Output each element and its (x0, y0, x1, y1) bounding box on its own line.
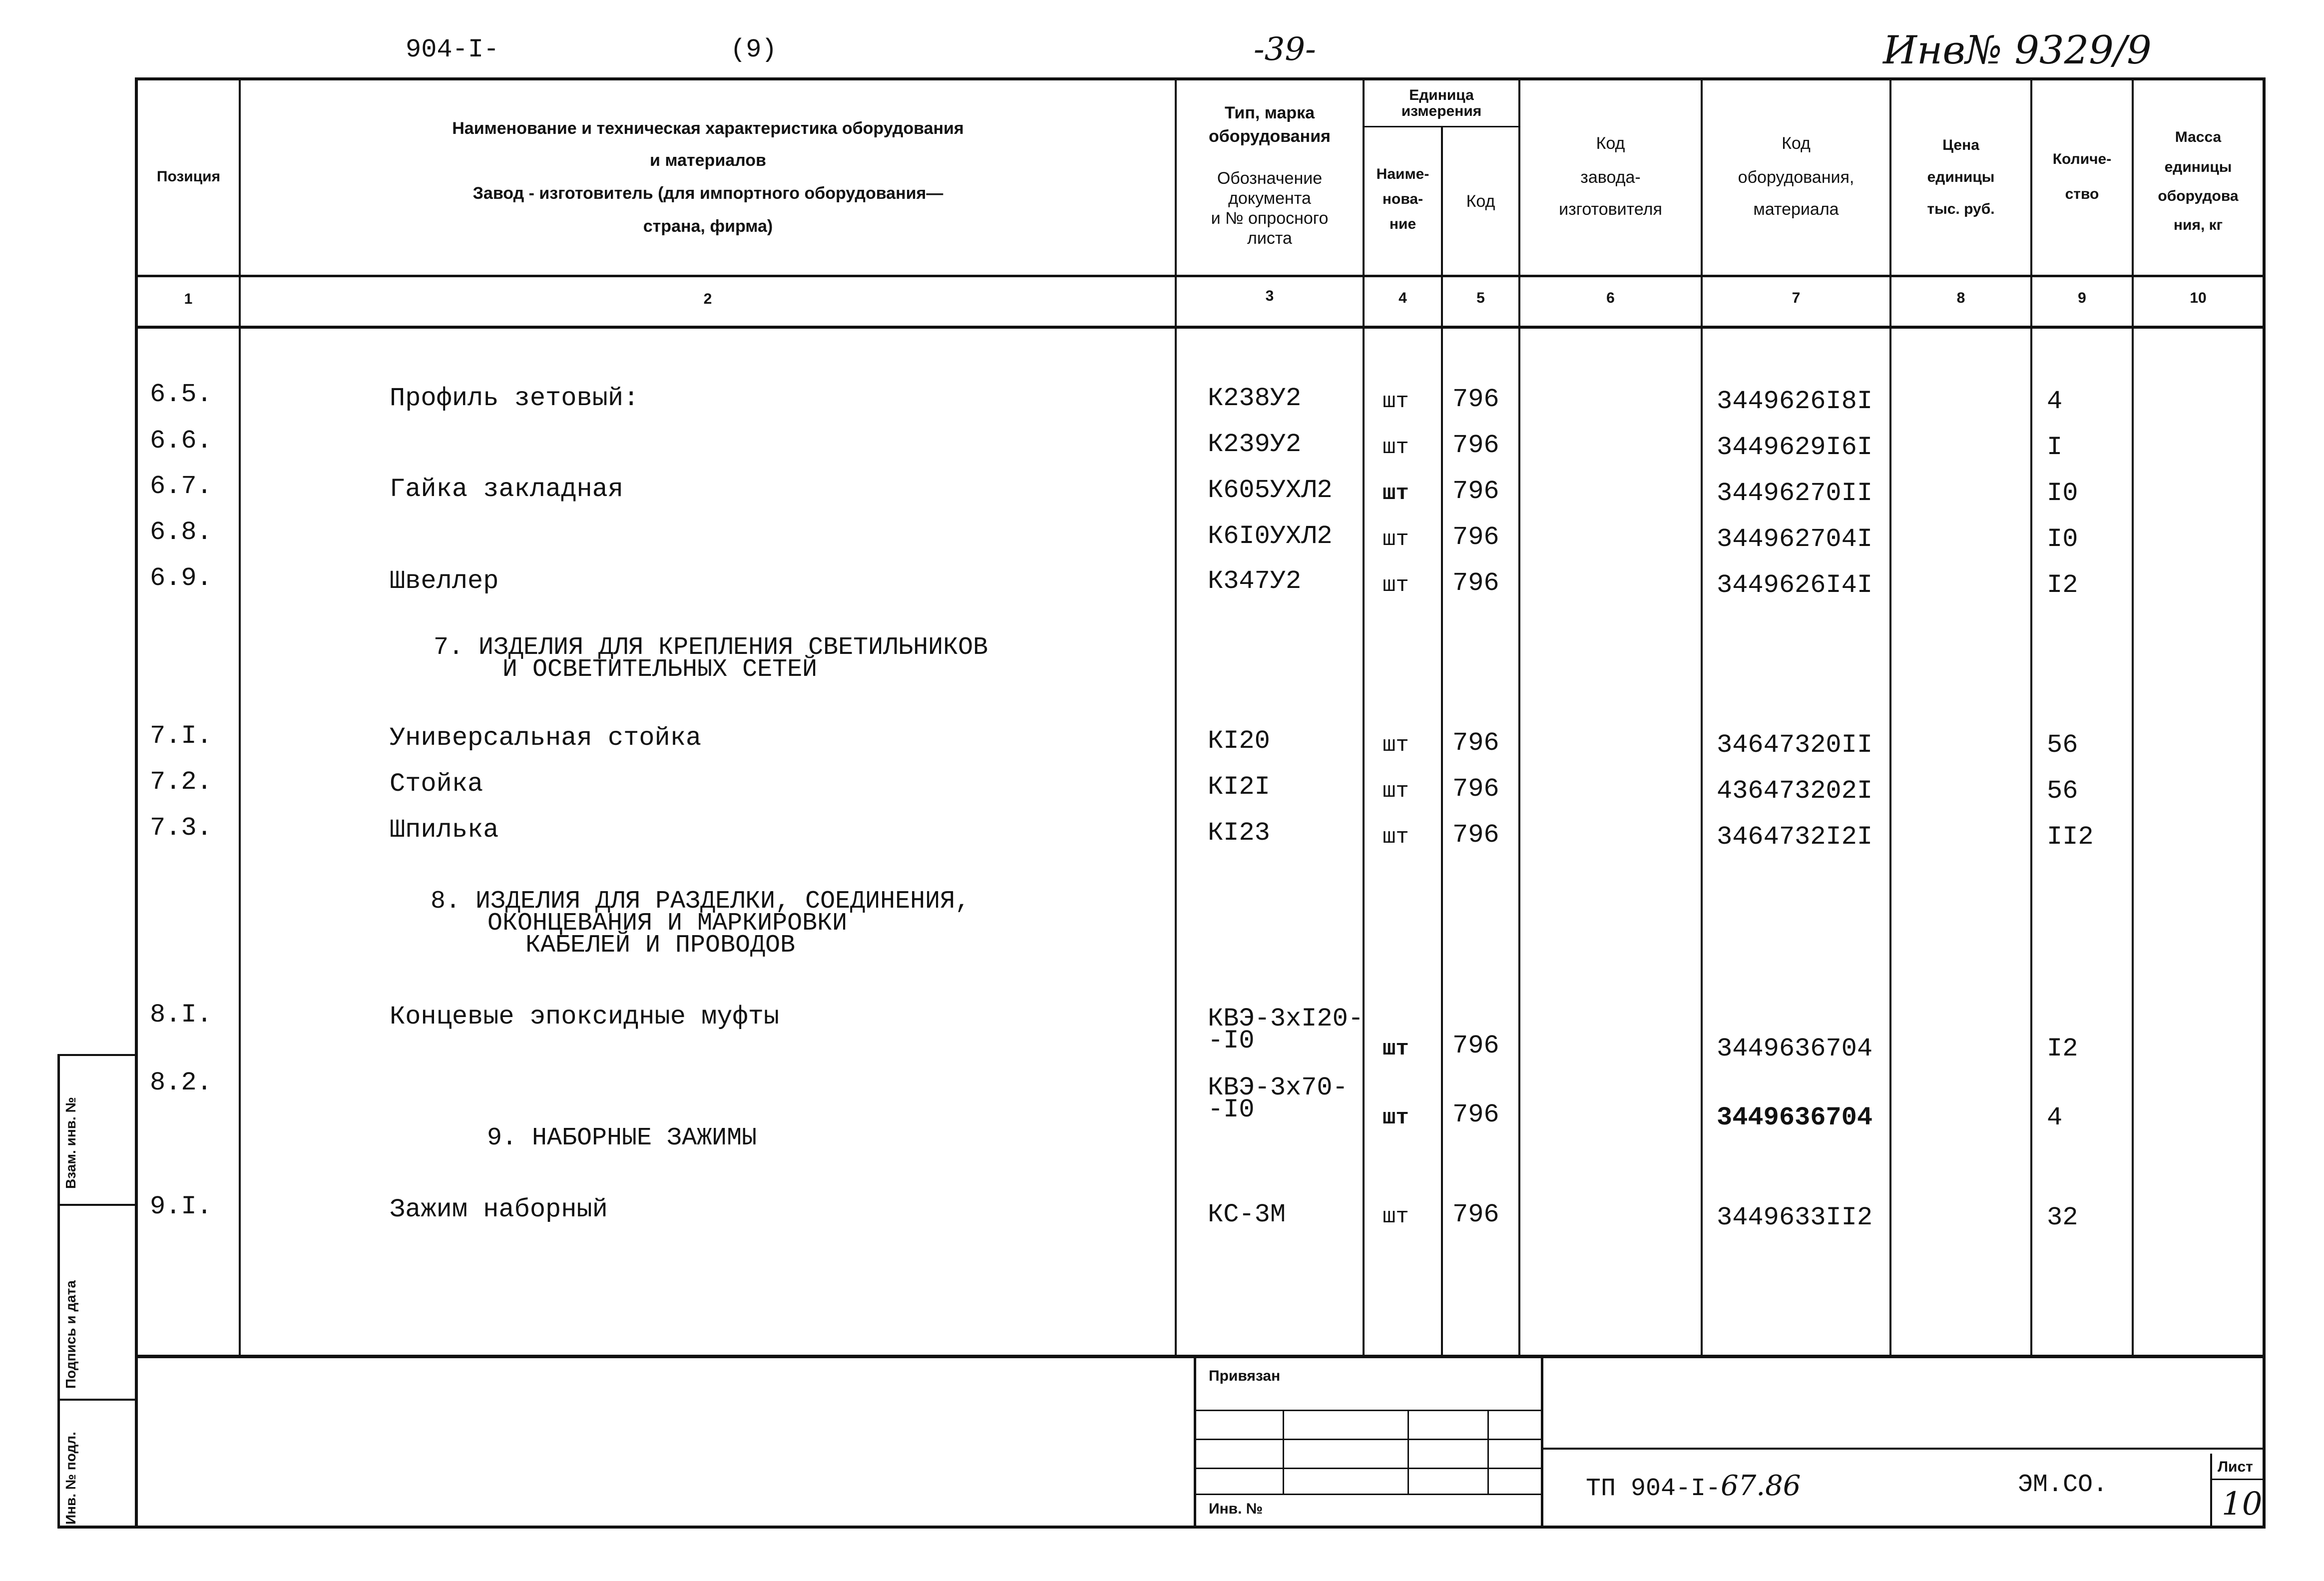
header-type-l6: листа (1247, 229, 1292, 248)
col-div-7 (1889, 77, 1891, 1356)
row-unit-code: 796 (1452, 523, 1499, 552)
row-unit: шт (1383, 779, 1409, 804)
header-mass-l3: оборудова (2158, 188, 2239, 204)
colnum-1: 1 (184, 291, 193, 307)
header-qty-l2: ство (2065, 186, 2099, 202)
row-type-l1: КВЭ-3хI20- (1208, 1004, 1364, 1034)
row-equip-code: 34647320II (1717, 730, 1873, 760)
row-type: КС-3М (1208, 1200, 1286, 1229)
row-qty: 32 (2047, 1203, 2078, 1232)
row-unit-code: 796 (1452, 820, 1499, 850)
row-unit: шт (1383, 733, 1409, 758)
col-div-4 (1441, 127, 1443, 1356)
row-qty: 56 (2047, 776, 2078, 806)
inv-no-label: Инв. № (1209, 1501, 1263, 1517)
header-type-l3: Обозначение (1217, 169, 1323, 188)
header-mfr-code-l3: изготовителя (1559, 200, 1662, 219)
row-qty: I0 (2047, 479, 2078, 508)
row-equip-code: 436473202I (1717, 776, 1873, 806)
section-8-title-l1: 8. ИЗДЕЛИЯ ДЛЯ РАЗДЕЛКИ, СОЕДИНЕНИЯ, (431, 887, 970, 916)
side-inv-podl: Инв. № подл. (63, 1432, 78, 1525)
row-unit: шт (1383, 1037, 1409, 1061)
section-8-title-l3: КАБЕЛЕЙ И ПРОВОДОВ (525, 931, 796, 960)
row-position: 6.6. (150, 426, 212, 456)
header-equip-code-l2: оборудования, (1738, 168, 1855, 187)
row-equip-code: 3449626I4I (1717, 570, 1873, 600)
row-equip-code: 3449626I8I (1717, 387, 1873, 416)
row-unit: шт (1383, 1105, 1409, 1130)
row-type: К238У2 (1208, 384, 1302, 413)
row-equip-code: 3449636704 (1717, 1034, 1873, 1063)
header-mass-l4: ния, кг (2173, 217, 2223, 233)
stamp-vline-3 (1487, 1410, 1489, 1495)
colnum-5: 5 (1476, 290, 1485, 306)
row-position: 7.2. (150, 767, 212, 797)
row-name: Швеллер (390, 566, 499, 596)
stamp-line-c (1194, 1468, 1543, 1469)
colnum-2: 2 (703, 291, 712, 307)
sheet-number: 10 (2222, 1486, 2263, 1523)
row-equip-code: 344962704I (1717, 525, 1873, 554)
side-divider-0 (57, 1054, 137, 1056)
stamp-top-line (135, 1355, 2265, 1358)
row-type: К239У2 (1208, 430, 1302, 459)
row-qty: I2 (2047, 1034, 2078, 1063)
bracket-number: (9) (730, 35, 777, 64)
document-code: ЭМ.СО. (2018, 1471, 2108, 1499)
header-price-l2: единицы (1927, 169, 1995, 185)
stamp-line-d (1194, 1494, 1543, 1495)
row-unit-code: 796 (1452, 1031, 1499, 1060)
row-unit-code: 796 (1452, 477, 1499, 506)
sheet-box-mid (2210, 1479, 2265, 1480)
side-divider-2 (57, 1399, 137, 1401)
row-name: Гайка закладная (390, 475, 624, 504)
stamp-vline-2 (1407, 1410, 1409, 1495)
row-position: 6.7. (150, 472, 212, 501)
colnum-9: 9 (2078, 290, 2086, 306)
colnum-3: 3 (1265, 288, 1274, 304)
row-unit-code: 796 (1452, 1200, 1499, 1229)
row-unit: шт (1383, 573, 1409, 598)
header-mass-l1: Масса (2175, 129, 2222, 145)
row-unit: шт (1383, 435, 1409, 460)
row-position: 7.3. (150, 813, 212, 843)
row-position: 6.8. (150, 518, 212, 547)
row-equip-code: 3449629I6I (1717, 433, 1873, 462)
header-price-l1: Цена (1942, 137, 1979, 153)
side-vzam-inv: Взам. инв. № (63, 1097, 78, 1189)
row-unit: шт (1383, 1204, 1409, 1229)
col-div-1 (239, 77, 241, 1356)
row-unit-code: 796 (1452, 385, 1499, 414)
document-number (1586, 1470, 1801, 1503)
row-name: Зажим наборный (390, 1195, 608, 1224)
document-suffix: 67.86 (1721, 1470, 1801, 1502)
row-type: К347У2 (1208, 566, 1302, 596)
row-type: КI23 (1208, 818, 1270, 848)
header-type-l5: и № опросного (1211, 209, 1329, 228)
header-type-l1: Тип, марка (1224, 103, 1315, 122)
side-divider-1 (57, 1204, 137, 1206)
row-name: Концевые эпоксидные муфты (390, 1002, 780, 1032)
header-mfr-code-l1: Код (1596, 134, 1625, 153)
stamp-doc-line (1543, 1448, 2265, 1450)
frame-right (2263, 77, 2266, 1529)
row-position: 8.I. (150, 1000, 212, 1030)
side-strip-left (57, 1054, 60, 1529)
header-qty-l1: Количе- (2052, 151, 2112, 167)
row-qty: 4 (2047, 387, 2063, 416)
header-mfr-code-l2: завода- (1580, 168, 1641, 187)
row-qty: I (2047, 433, 2063, 462)
row-unit: шт (1383, 527, 1409, 552)
frame-bottom (57, 1526, 2266, 1529)
row-type-l2: -I0 (1208, 1026, 1255, 1055)
row-name: Профиль зетовый: (390, 384, 639, 413)
privyazan-label: Привязан (1209, 1368, 1281, 1384)
row-name: Стойка (390, 769, 483, 799)
row-qty: 4 (2047, 1103, 2063, 1132)
row-qty: II2 (2047, 822, 2094, 852)
row-name: Шпилька (390, 815, 499, 845)
row-position: 6.9. (150, 563, 212, 593)
section-7-title-l1: 7. ИЗДЕЛИЯ ДЛЯ КРЕПЛЕНИЯ СВЕТИЛЬНИКОВ (434, 633, 988, 662)
row-type: К605УХЛ2 (1208, 476, 1333, 505)
header-name-l1: Наименование и техническая характеристика оборудования (452, 119, 964, 138)
frame-top (135, 77, 2265, 80)
row-unit-code: 796 (1452, 568, 1499, 598)
document-prefix: ТП 904-I- (1586, 1475, 1721, 1503)
header-position: Позиция (156, 168, 221, 185)
row-position: 9.I. (150, 1192, 212, 1221)
header-type-l2: оборудования (1209, 127, 1331, 146)
row-equip-code: 3449633II2 (1717, 1203, 1873, 1232)
sheet-box-left (2210, 1454, 2212, 1527)
row-type: КI20 (1208, 726, 1270, 756)
row-qty: 56 (2047, 730, 2078, 760)
stamp-vline-1 (1283, 1410, 1284, 1495)
sheet-label: Лист (2218, 1459, 2253, 1475)
row-equip-code: 3464732I2I (1717, 822, 1873, 852)
stamp-mid-box (1541, 1355, 1543, 1527)
row-name: Универсальная стойка (390, 723, 702, 753)
page-number: -39- (1254, 31, 1316, 68)
series-number: 904-I- (406, 35, 499, 64)
row-unit: шт (1383, 825, 1409, 850)
section-7-title-l2: И ОСВЕТИТЕЛЬНЫХ СЕТЕЙ (502, 655, 818, 684)
colnum-4: 4 (1398, 290, 1407, 306)
stamp-line-a (1194, 1410, 1543, 1411)
row-unit-code: 796 (1452, 1100, 1499, 1129)
row-position: 7.I. (150, 721, 212, 751)
header-equip-code-l3: материала (1753, 200, 1839, 219)
section-8-title-l2: ОКОНЦЕВАНИЯ И МАРКИРОВКИ (487, 909, 848, 938)
colnum-7: 7 (1792, 290, 1801, 306)
colnum-8: 8 (1956, 290, 1965, 306)
row-equip-code: 34496270II (1717, 479, 1873, 508)
header-bottom-line (135, 275, 2265, 277)
header-equip-code-l1: Код (1782, 134, 1811, 153)
header-unit-l1: Единица (1409, 87, 1474, 103)
row-type-l2: -I0 (1208, 1095, 1255, 1124)
row-type: КI2I (1208, 772, 1270, 802)
col-div-6 (1701, 77, 1703, 1356)
row-equip-code: 3449636704 (1717, 1103, 1873, 1132)
stamp-line-b (1194, 1439, 1543, 1440)
header-name-l2: и материалов (650, 151, 766, 170)
header-unit-name-l2: нова- (1382, 191, 1423, 207)
section-9-title: 9. НАБОРНЫЕ ЗАЖИМЫ (487, 1124, 757, 1152)
row-type: К6I0УХЛ2 (1208, 522, 1333, 551)
side-podpis-data: Подпись и дата (63, 1280, 78, 1389)
col-div-3 (1363, 77, 1365, 1356)
row-position: 8.2. (150, 1068, 212, 1097)
colnum-6: 6 (1606, 290, 1615, 306)
header-name-l3: Завод - изготовитель (для импортного оборудования— (472, 184, 943, 203)
row-unit-code: 796 (1452, 431, 1499, 460)
row-type-l1: КВЭ-3х70- (1208, 1073, 1348, 1102)
header-unit-code: Код (1466, 192, 1495, 211)
colnum-bottom-line (135, 326, 2265, 329)
row-qty: I0 (2047, 525, 2078, 554)
row-unit: шт (1383, 481, 1409, 506)
row-unit-code: 796 (1452, 774, 1499, 804)
header-price-l3: тыс. руб. (1927, 201, 1995, 217)
col-div-9 (2132, 77, 2134, 1356)
col-div-2 (1175, 77, 1177, 1356)
col-div-5 (1518, 77, 1520, 1356)
header-unit-name-l3: ние (1389, 216, 1416, 232)
col-div-8 (2030, 77, 2032, 1356)
header-unit-name-l1: Наиме- (1376, 166, 1429, 182)
row-position: 6.5. (150, 380, 212, 409)
header-unit-l2: измерения (1401, 103, 1482, 119)
row-unit-code: 796 (1452, 728, 1499, 758)
header-name-l4: страна, фирма) (643, 217, 773, 236)
inventory-handwritten: Инв№ 9329/9 (1883, 28, 2152, 73)
row-unit: шт (1383, 389, 1409, 414)
row-qty: I2 (2047, 570, 2078, 600)
stamp-left-box (1194, 1355, 1196, 1527)
header-mass-l2: единицы (2164, 159, 2232, 175)
header-type-l4: документа (1228, 189, 1311, 208)
colnum-10: 10 (2190, 290, 2207, 306)
